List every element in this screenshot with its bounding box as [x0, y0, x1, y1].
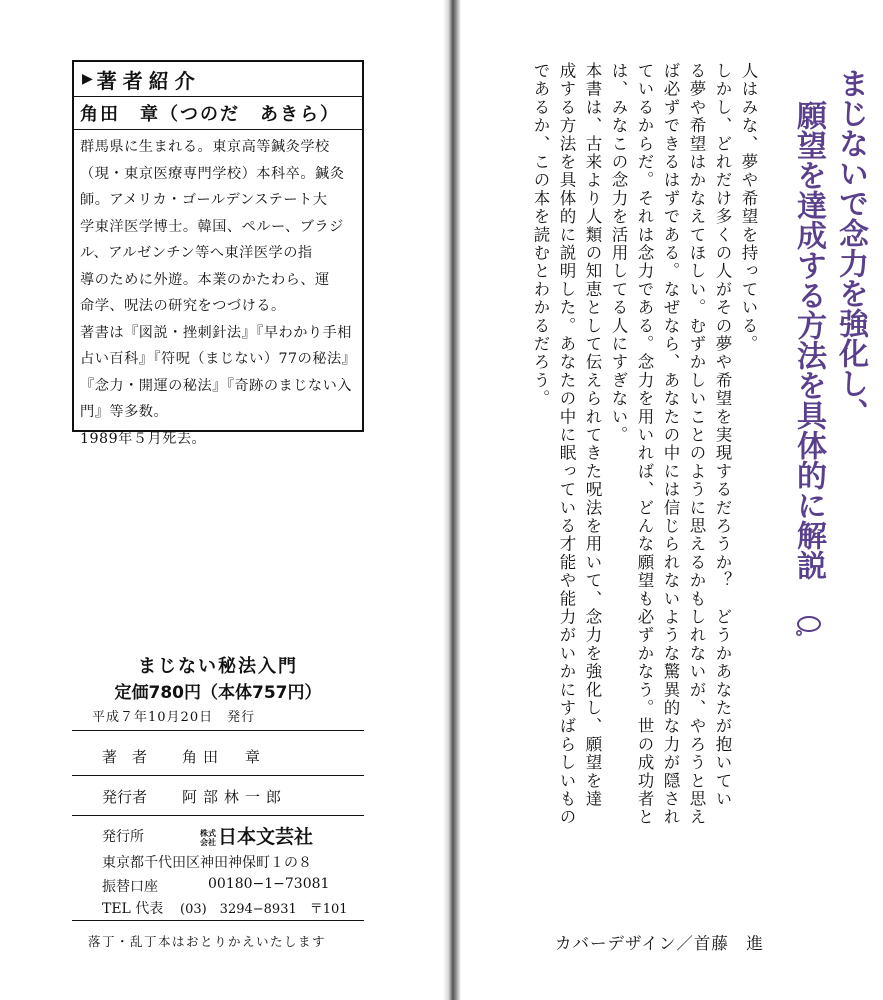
tel-number: (03) 3294−8931 〒101	[180, 902, 348, 917]
headline-column-1: まじないで念力を強化し、	[833, 68, 868, 428]
bio-line: 1989年５月死去。	[80, 430, 207, 447]
replacement-notice: 落丁・乱丁本はおとりかえいたします	[88, 934, 327, 949]
publisher-kind: 株式会社	[200, 828, 216, 847]
colophon-date: 平成７年10月20日 発行	[92, 710, 256, 725]
bio-line: （現・東京医療専門学校）本科卒。鍼灸	[80, 165, 345, 182]
body-column: ば必ずできるはずである。なぜなら、あなたの中には信じられないような驚異的な力が隠され	[661, 62, 680, 827]
bio-line: 命学、呪法の研究をつづける。	[80, 298, 286, 314]
bio-line: 師。アメリカ・ゴールデンステート大	[80, 192, 328, 208]
triangle-marker-icon: ▶	[82, 71, 93, 87]
colophon-price: 定価780円（本体757円）	[114, 683, 322, 703]
author-profile-heading	[74, 62, 362, 97]
headline-column-2	[786, 100, 830, 637]
body-column: は、みなこの念力を活用してる人にすぎない。	[609, 62, 628, 445]
body-column: しかし、どれだけ多くの人がその夢や希望を実現するだろうか？ どうかあなたが抱いてい	[713, 62, 732, 809]
bio-line: 『念力・開運の秘法』『奇跡のまじない入	[80, 377, 352, 394]
bio-line: 占い百科』『符呪（まじない）77の秘法』	[80, 351, 357, 367]
divider	[72, 775, 364, 776]
author-name: 角田 章（つのだ あきら）	[74, 97, 362, 130]
body-column: 成する方法を具体的に説明した。あなたの中に眠っている才能や能力がいかにすばらしいもの	[557, 62, 576, 827]
colophon-title: まじない秘法入門	[138, 656, 298, 677]
speech-bubble-icon	[791, 615, 826, 637]
publisher-name: 日本文芸社	[218, 826, 314, 848]
transfer-label: 振替口座	[102, 879, 158, 895]
publisher-address: 東京都千代田区神田神保町１の８	[102, 855, 312, 871]
divider	[72, 815, 364, 816]
issuer-value: 阿部林一郎	[182, 788, 288, 806]
bio-line: 門』等多数。	[80, 404, 169, 420]
cover-design-credit: カバーデザイン／首藤 進	[555, 934, 764, 953]
body-column: 人はみな、夢や希望を持っている。	[739, 62, 758, 354]
body-column: であるか、この本を読むとわかるだろう。	[531, 62, 550, 408]
author-label: 著 者	[102, 748, 148, 766]
headline-text: 願望を達成する方法を具体的に解説	[791, 100, 826, 580]
issuer-label: 発行者	[102, 788, 148, 806]
author-bio	[74, 130, 362, 452]
body-column: ているからだ。それは念力である。念力を用いれば、どんな願望も必ずかなう。世の成功者と	[635, 62, 654, 827]
bio-line: 群馬県に生まれる。東京高等鍼灸学校	[80, 139, 330, 155]
body-column: る夢や希望はかなえてほしい。むずかしいことのように思えるかもしれないが、やろうと思え	[687, 62, 706, 827]
publisher-label: 発行所	[102, 829, 144, 845]
bio-line: ル、アルゼンチン等へ東洋医学の指	[80, 245, 313, 261]
divider	[72, 920, 364, 921]
tel-label: TEL 代表	[102, 901, 164, 917]
author-value: 角田 章	[182, 748, 267, 766]
bio-line: 著書は『図説・挫刺針法』『早わかり手相	[80, 324, 352, 341]
body-column: 本書は、古来より人類の知恵として伝えられてきた呪法を用いて、念力を強化し、願望を達	[583, 62, 602, 809]
page-fold	[443, 0, 461, 1000]
author-profile-box	[72, 60, 364, 447]
publisher-name-block	[200, 822, 313, 849]
transfer-number: 00180−1−73081	[208, 876, 330, 892]
bio-line: 学東洋医学博士。韓国、ペルー、ブラジ	[80, 218, 344, 235]
divider	[72, 730, 364, 731]
bio-line: 導のために外遊。本業のかたわら、運	[80, 271, 330, 288]
author-heading-text: 著者紹介	[96, 68, 201, 93]
